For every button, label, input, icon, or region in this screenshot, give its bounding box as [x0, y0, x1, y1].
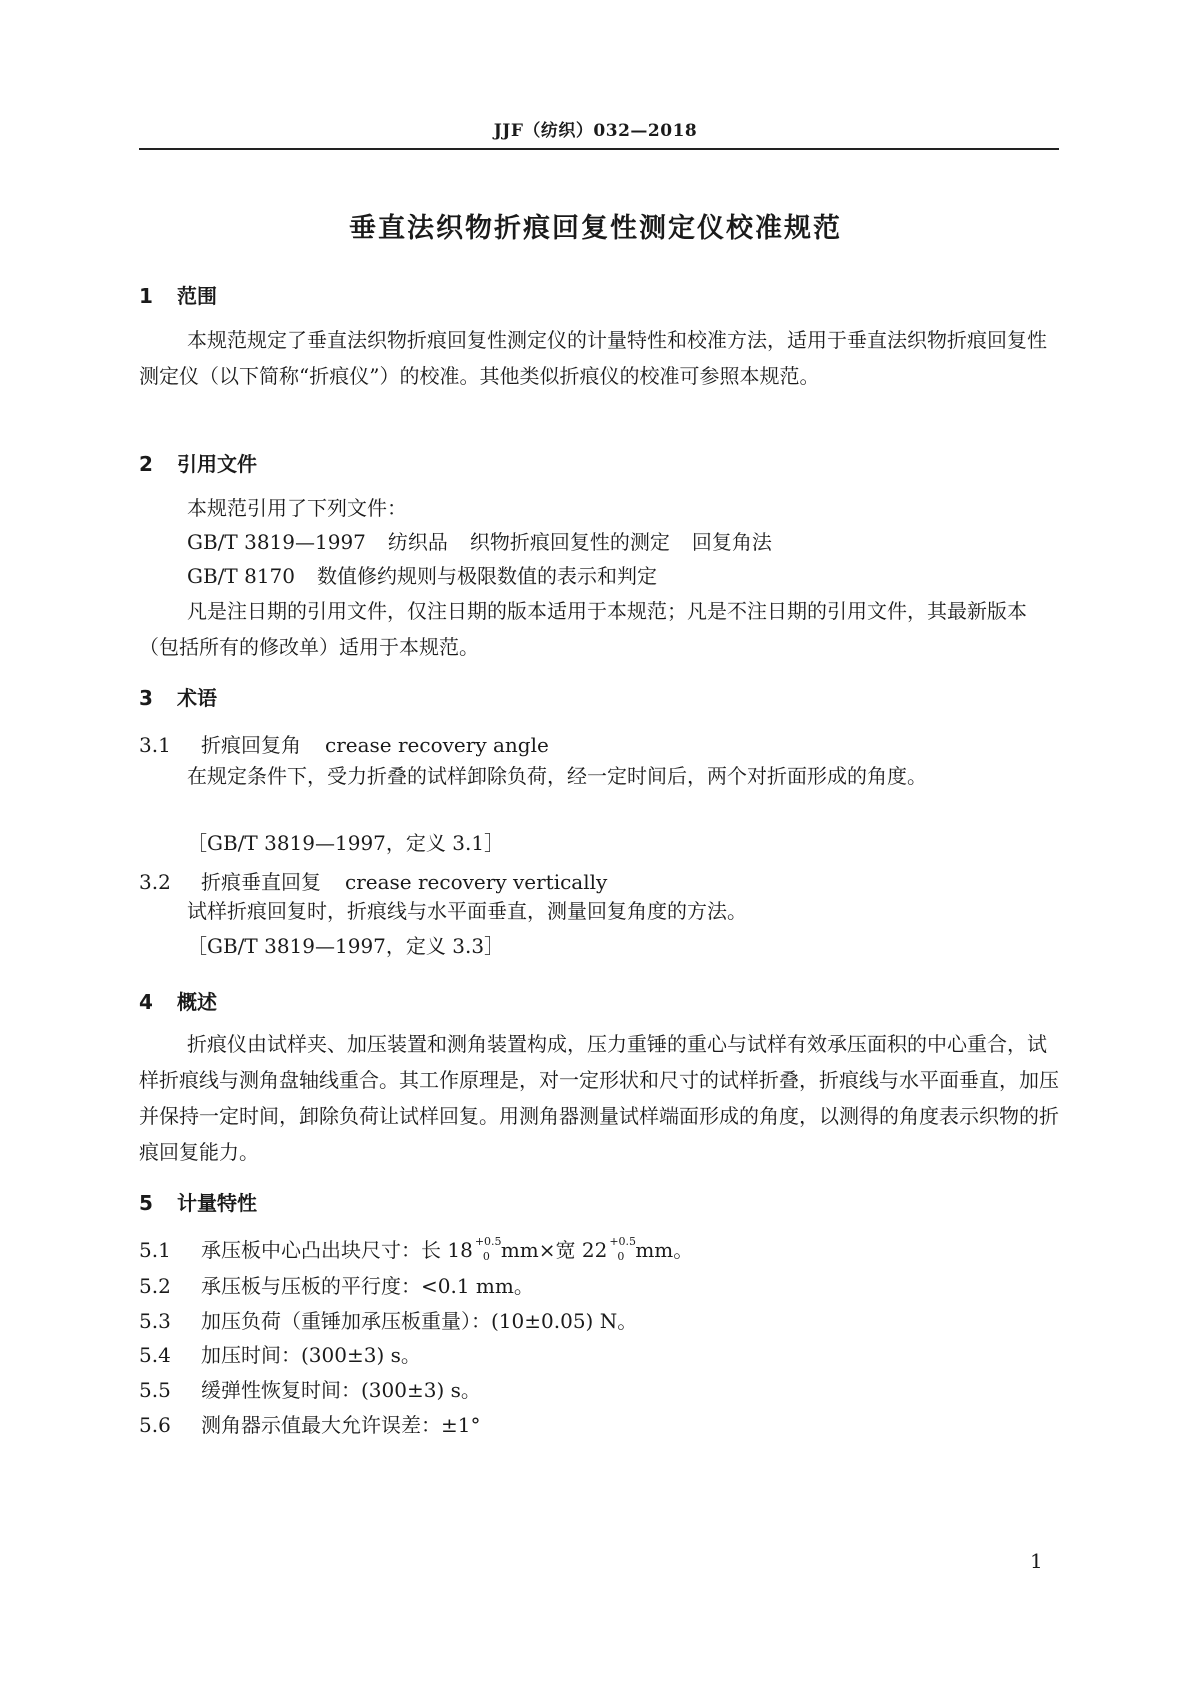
spec-item-5-6 — [139, 1409, 480, 1438]
header-divider — [139, 148, 1059, 150]
term-english: crease recovery vertically — [345, 870, 608, 894]
spec-item-5-1 — [139, 1234, 693, 1263]
spec-text: 承压板中心凸出块尺寸：长 18 — [201, 1238, 473, 1262]
section-2-heading — [139, 448, 257, 477]
page-number: 1 — [1030, 1549, 1043, 1573]
spec-number: 5.2 — [139, 1274, 171, 1298]
spec-item-5-2 — [139, 1270, 534, 1299]
section-3-heading — [139, 682, 217, 711]
reference-title-part: 纺织品 — [387, 530, 448, 554]
term-number: 3.2 — [139, 870, 171, 894]
term-3-2-heading — [139, 866, 607, 895]
spec-number: 5.3 — [139, 1309, 171, 1333]
section-1-heading — [139, 280, 217, 309]
reference-title: 数值修约规则与极限数值的表示和判定 — [317, 564, 658, 588]
section-1-paragraph: 本规范规定了垂直法织物折痕回复性测定仪的计量特性和校准方法，适用于垂直法织物折痕回复性测定仪（以下简称“折痕仪”）的校准。其他类似折痕仪的校准可参照本规范。 — [139, 328, 1047, 388]
spec-item-5-4 — [139, 1339, 421, 1368]
spec-text: 测角器示值最大允许误差：±1° — [201, 1413, 481, 1437]
tolerance-upper: +0.5 — [609, 1234, 637, 1248]
spec-text: 缓弹性恢复时间：(300±3) s。 — [201, 1378, 481, 1402]
section-4-paragraph: 折痕仪由试样夹、加压装置和测角装置构成，压力重锤的重心与试样有效承压面积的中心重合，试样折痕线与测角盘轴线重合。其工作原理是，对一定形状和尺寸的试样折叠，折痕线与水平面垂直，加压并保持一定时间，卸除负荷让试样回复。用测角器测量试样端面形成的角度，以测得的角度表示织物的折痕回复能力。 — [139, 1032, 1059, 1164]
section-number: 1 — [139, 284, 153, 308]
section-title: 术语 — [177, 686, 217, 710]
reference-code: GB/T 8170 — [187, 564, 296, 588]
spec-item-5-5 — [139, 1374, 481, 1403]
document-title: 垂直法织物折痕回复性测定仪校准规范 — [349, 213, 842, 244]
term-3-1-definition: 在规定条件下，受力折叠的试样卸除负荷，经一定时间后，两个对折面形成的角度。 — [187, 764, 927, 788]
tolerance-upper: +0.5 — [474, 1234, 502, 1248]
spec-number: 5.4 — [139, 1343, 171, 1367]
section-number: 3 — [139, 686, 153, 710]
reference-code: GB/T 3819—1997 — [187, 530, 366, 554]
section-number: 2 — [139, 452, 153, 476]
references-intro: 本规范引用了下列文件： — [187, 496, 407, 520]
tolerance-notation — [474, 1234, 502, 1263]
term-chinese: 折痕垂直回复 — [201, 870, 321, 894]
spec-text: 加压时间：(300±3) s。 — [201, 1343, 421, 1367]
tolerance-lower: 0 — [482, 1249, 490, 1263]
term-english: crease recovery angle — [325, 733, 549, 757]
reference-title-part: 织物折痕回复性的测定 — [469, 530, 670, 554]
spec-text: 承压板与压板的平行度：<0.1 mm。 — [201, 1274, 534, 1298]
spec-number: 5.1 — [139, 1238, 171, 1262]
reference-item — [187, 559, 657, 593]
tolerance-notation — [609, 1234, 637, 1263]
section-title: 范围 — [177, 284, 217, 308]
spec-text: mm×宽 22 — [500, 1238, 608, 1262]
term-number: 3.1 — [139, 733, 171, 757]
spec-number: 5.6 — [139, 1413, 171, 1437]
section-5-heading — [139, 1187, 257, 1216]
section-title: 引用文件 — [177, 452, 257, 476]
standard-code-header: JJF（纺织）032—2018 — [493, 121, 698, 141]
spec-text: mm。 — [635, 1238, 694, 1262]
section-2-paragraph: 凡是注日期的引用文件，仅注日期的版本适用于本规范；凡是不注日期的引用文件，其最新版本（包括所有的修改单）适用于本规范。 — [139, 599, 1027, 659]
section-title: 计量特性 — [177, 1191, 257, 1215]
section-4-heading — [139, 986, 217, 1015]
spec-number: 5.5 — [139, 1378, 171, 1402]
term-3-1-heading — [139, 729, 549, 758]
spec-item-5-3 — [139, 1305, 637, 1334]
section-number: 5 — [139, 1191, 153, 1215]
term-3-2-source: ［GB/T 3819—1997，定义 3.3］ — [187, 934, 505, 958]
spec-text: 加压负荷（重锤加承压板重量）：(10±0.05) N。 — [201, 1309, 638, 1333]
term-chinese: 折痕回复角 — [201, 733, 301, 757]
reference-title-part: 回复角法 — [691, 530, 772, 554]
section-number: 4 — [139, 990, 153, 1014]
section-title: 概述 — [177, 990, 217, 1014]
tolerance-lower: 0 — [617, 1249, 625, 1263]
term-3-2-definition: 试样折痕回复时，折痕线与水平面垂直，测量回复角度的方法。 — [187, 899, 747, 923]
term-3-1-source: ［GB/T 3819—1997，定义 3.1］ — [187, 831, 505, 855]
reference-item — [187, 525, 772, 559]
